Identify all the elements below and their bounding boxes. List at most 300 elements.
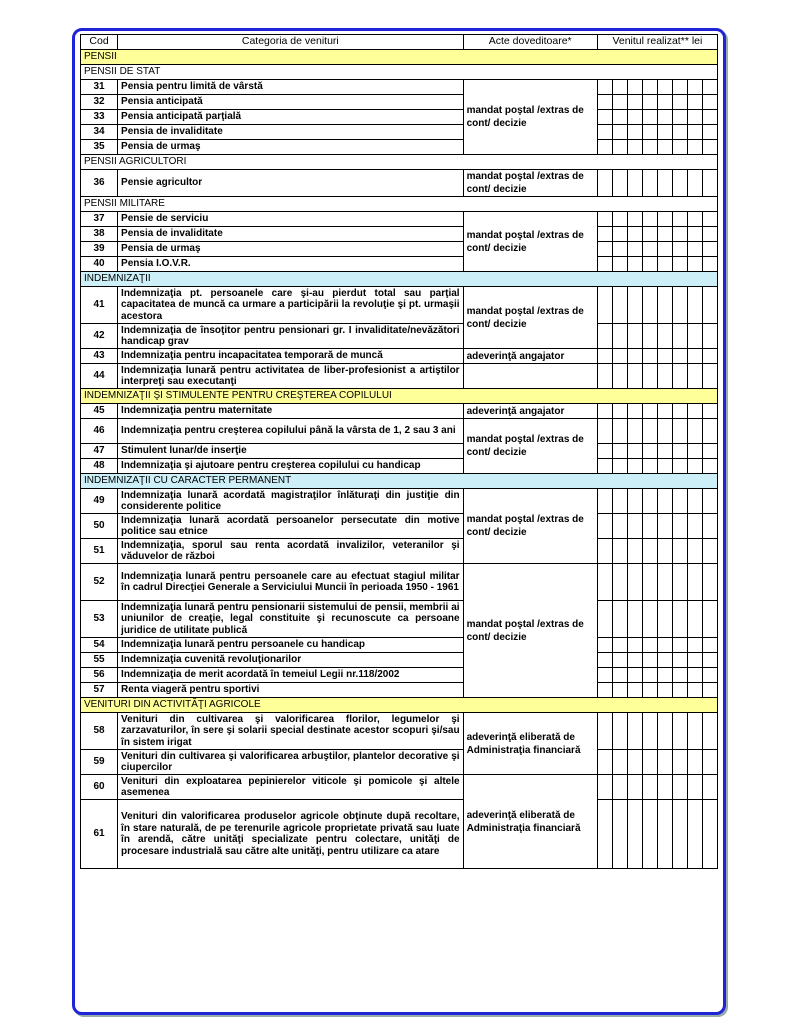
income-digit-cell[interactable]: [657, 80, 672, 95]
income-digit-cell[interactable]: [627, 324, 642, 349]
income-digit-cell[interactable]: [627, 170, 642, 197]
income-digit-cell[interactable]: [657, 110, 672, 125]
income-digit-cell[interactable]: [642, 750, 657, 775]
row-category: Indemnizaţia de merit acordată în temeiul Legii nr.118/2002: [118, 668, 464, 683]
income-digit-cell[interactable]: [597, 212, 612, 227]
income-digit-cell[interactable]: [657, 564, 672, 601]
income-digit-cell[interactable]: [627, 601, 642, 638]
income-digit-cell[interactable]: [702, 489, 717, 514]
income-digit-cell[interactable]: [702, 638, 717, 653]
income-digit-cell[interactable]: [612, 564, 627, 601]
income-digit-cell[interactable]: [672, 800, 687, 869]
income-digit-cell[interactable]: [687, 444, 702, 459]
income-digit-cell[interactable]: [642, 459, 657, 474]
section-label: INDEMNIZAŢII: [81, 272, 718, 287]
income-digit-cell[interactable]: [627, 775, 642, 800]
income-digit-cell[interactable]: [687, 125, 702, 140]
table-row: [81, 324, 718, 349]
income-digit-cell[interactable]: [612, 459, 627, 474]
income-digit-cell[interactable]: [627, 140, 642, 155]
income-digit-cell[interactable]: [702, 564, 717, 601]
table-row: [81, 170, 718, 197]
income-digit-cell[interactable]: [687, 324, 702, 349]
income-digit-cell[interactable]: [657, 489, 672, 514]
form-frame: [72, 28, 726, 1015]
income-digit-cell[interactable]: [597, 95, 612, 110]
income-digit-cell[interactable]: [702, 653, 717, 668]
table-row: [81, 212, 718, 227]
income-digit-cell[interactable]: [687, 212, 702, 227]
table-row: [81, 419, 718, 444]
income-digit-cell[interactable]: [597, 489, 612, 514]
income-digit-cell[interactable]: [612, 653, 627, 668]
income-digit-cell[interactable]: [657, 95, 672, 110]
income-digit-cell[interactable]: [672, 683, 687, 698]
income-digit-cell[interactable]: [612, 683, 627, 698]
row-category: Pensia de invaliditate: [118, 125, 464, 140]
income-digit-cell[interactable]: [612, 713, 627, 750]
income-digit-cell[interactable]: [612, 212, 627, 227]
income-digit-cell[interactable]: [672, 444, 687, 459]
income-digit-cell[interactable]: [612, 364, 627, 389]
income-digit-cell[interactable]: [657, 140, 672, 155]
section-label: INDEMNIZAŢII CU CARACTER PERMANENT: [81, 474, 718, 489]
income-digit-cell[interactable]: [672, 514, 687, 539]
income-digit-cell[interactable]: [612, 324, 627, 349]
income-digit-cell[interactable]: [597, 349, 612, 364]
income-digit-cell[interactable]: [597, 800, 612, 869]
income-digit-cell[interactable]: [612, 227, 627, 242]
income-digit-cell[interactable]: [687, 257, 702, 272]
income-digit-cell[interactable]: [612, 257, 627, 272]
income-digit-cell[interactable]: [612, 514, 627, 539]
row-category: Indemnizaţia pentru maternitate: [118, 404, 464, 419]
income-digit-cell[interactable]: [702, 668, 717, 683]
income-digit-cell[interactable]: [657, 364, 672, 389]
table-row: [81, 601, 718, 638]
income-digit-cell[interactable]: [702, 514, 717, 539]
income-digit-cell[interactable]: [612, 404, 627, 419]
income-digit-cell[interactable]: [627, 227, 642, 242]
table-row: [81, 364, 718, 389]
income-digit-cell[interactable]: [687, 349, 702, 364]
income-digit-cell[interactable]: [702, 419, 717, 444]
row-code: 31: [81, 80, 118, 95]
income-digit-cell[interactable]: [642, 80, 657, 95]
income-digit-cell[interactable]: [687, 750, 702, 775]
income-digit-cell[interactable]: [642, 601, 657, 638]
table-row: [81, 140, 718, 155]
income-digit-cell[interactable]: [642, 324, 657, 349]
income-digit-cell[interactable]: [657, 800, 672, 869]
income-digit-cell[interactable]: [702, 125, 717, 140]
income-digit-cell[interactable]: [642, 212, 657, 227]
income-digit-cell[interactable]: [627, 668, 642, 683]
income-digit-cell[interactable]: [642, 419, 657, 444]
income-digit-cell[interactable]: [597, 364, 612, 389]
income-digit-cell[interactable]: [612, 80, 627, 95]
income-digit-cell[interactable]: [702, 257, 717, 272]
income-digit-cell[interactable]: [612, 489, 627, 514]
income-digit-cell[interactable]: [612, 110, 627, 125]
income-digit-cell[interactable]: [672, 364, 687, 389]
income-digit-cell[interactable]: [612, 95, 627, 110]
income-digit-cell[interactable]: [597, 775, 612, 800]
row-code: 49: [81, 489, 118, 514]
income-digit-cell[interactable]: [627, 95, 642, 110]
income-digit-cell[interactable]: [612, 750, 627, 775]
income-digit-cell[interactable]: [672, 257, 687, 272]
income-digit-cell[interactable]: [597, 750, 612, 775]
income-digit-cell[interactable]: [627, 364, 642, 389]
row-category: Pensia anticipată: [118, 95, 464, 110]
income-digit-cell[interactable]: [597, 242, 612, 257]
income-digit-cell[interactable]: [672, 750, 687, 775]
income-digit-cell[interactable]: [702, 800, 717, 869]
income-digit-cell[interactable]: [672, 242, 687, 257]
income-digit-cell[interactable]: [642, 713, 657, 750]
income-digit-cell[interactable]: [687, 539, 702, 564]
income-digit-cell[interactable]: [702, 349, 717, 364]
income-digit-cell[interactable]: [657, 257, 672, 272]
row-category: Pensia de urmaş: [118, 140, 464, 155]
income-digit-cell[interactable]: [642, 638, 657, 653]
income-digit-cell[interactable]: [702, 404, 717, 419]
income-digit-cell[interactable]: [672, 775, 687, 800]
income-digit-cell[interactable]: [672, 459, 687, 474]
income-digit-cell[interactable]: [657, 668, 672, 683]
income-digit-cell[interactable]: [657, 170, 672, 197]
income-digit-cell[interactable]: [627, 349, 642, 364]
income-digit-cell[interactable]: [672, 638, 687, 653]
income-digit-cell[interactable]: [687, 110, 702, 125]
row-category: Renta viageră pentru sportivi: [118, 683, 464, 698]
income-digit-cell[interactable]: [657, 227, 672, 242]
income-digit-cell[interactable]: [702, 775, 717, 800]
income-digit-cell[interactable]: [672, 404, 687, 419]
income-digit-cell[interactable]: [612, 668, 627, 683]
income-digit-cell[interactable]: [702, 212, 717, 227]
income-digit-cell[interactable]: [642, 364, 657, 389]
income-digit-cell[interactable]: [597, 539, 612, 564]
income-digit-cell[interactable]: [657, 287, 672, 324]
income-digit-cell[interactable]: [597, 287, 612, 324]
row-code: 40: [81, 257, 118, 272]
income-digit-cell[interactable]: [627, 242, 642, 257]
income-digit-cell[interactable]: [597, 638, 612, 653]
income-digit-cell[interactable]: [597, 601, 612, 638]
income-digit-cell[interactable]: [687, 713, 702, 750]
income-digit-cell[interactable]: [672, 227, 687, 242]
income-digit-cell[interactable]: [642, 257, 657, 272]
income-digit-cell[interactable]: [687, 170, 702, 197]
income-digit-cell[interactable]: [597, 419, 612, 444]
income-digit-cell[interactable]: [597, 713, 612, 750]
section-indemnizatii: [81, 272, 718, 287]
income-digit-cell[interactable]: [627, 404, 642, 419]
income-digit-cell[interactable]: [687, 564, 702, 601]
income-digit-cell[interactable]: [672, 110, 687, 125]
income-digit-cell[interactable]: [657, 444, 672, 459]
row-code: 36: [81, 170, 118, 197]
income-digit-cell[interactable]: [672, 80, 687, 95]
income-digit-cell[interactable]: [702, 324, 717, 349]
income-digit-cell[interactable]: [702, 750, 717, 775]
income-digit-cell[interactable]: [612, 349, 627, 364]
income-digit-cell[interactable]: [657, 404, 672, 419]
income-digit-cell[interactable]: [702, 140, 717, 155]
income-digit-cell[interactable]: [687, 227, 702, 242]
income-digit-cell[interactable]: [597, 444, 612, 459]
income-digit-cell[interactable]: [627, 800, 642, 869]
income-digit-cell[interactable]: [627, 287, 642, 324]
row-proof-document: mandat poştal /extras de cont/ decizie: [463, 564, 597, 698]
income-digit-cell[interactable]: [702, 364, 717, 389]
income-digit-cell[interactable]: [657, 713, 672, 750]
income-digit-cell[interactable]: [687, 683, 702, 698]
income-digit-cell[interactable]: [687, 80, 702, 95]
income-digit-cell[interactable]: [642, 775, 657, 800]
income-digit-cell[interactable]: [657, 125, 672, 140]
income-digit-cell[interactable]: [612, 287, 627, 324]
income-digit-cell[interactable]: [657, 601, 672, 638]
income-digit-cell[interactable]: [627, 750, 642, 775]
income-digit-cell[interactable]: [687, 638, 702, 653]
income-digit-cell[interactable]: [597, 653, 612, 668]
income-digit-cell[interactable]: [687, 287, 702, 324]
income-digit-cell[interactable]: [597, 324, 612, 349]
income-digit-cell[interactable]: [627, 257, 642, 272]
income-digit-cell[interactable]: [657, 459, 672, 474]
header-cod: Cod: [81, 35, 118, 50]
row-proof-document: mandat poştal /extras de cont/ decizie: [463, 80, 597, 155]
income-digit-cell[interactable]: [642, 539, 657, 564]
income-digit-cell[interactable]: [612, 242, 627, 257]
income-digit-cell[interactable]: [597, 404, 612, 419]
income-digit-cell[interactable]: [642, 489, 657, 514]
row-code: 52: [81, 564, 118, 601]
income-digit-cell[interactable]: [672, 140, 687, 155]
income-digit-cell[interactable]: [627, 419, 642, 444]
income-digit-cell[interactable]: [612, 638, 627, 653]
income-digit-cell[interactable]: [672, 170, 687, 197]
income-digit-cell[interactable]: [627, 683, 642, 698]
row-category: Pensia anticipată parţială: [118, 110, 464, 125]
row-code: 39: [81, 242, 118, 257]
row-category: Indemnizaţia pentru creşterea copilului până la vârsta de 1, 2 sau 3 ani: [118, 419, 464, 444]
row-code: 50: [81, 514, 118, 539]
income-digit-cell[interactable]: [687, 242, 702, 257]
income-digit-cell[interactable]: [687, 95, 702, 110]
income-digit-cell[interactable]: [687, 364, 702, 389]
income-digit-cell[interactable]: [642, 125, 657, 140]
income-digit-cell[interactable]: [642, 514, 657, 539]
table-row: [81, 489, 718, 514]
row-proof-document: adeverinţă eliberată de Administraţia financiară: [463, 713, 597, 775]
income-digit-cell[interactable]: [642, 170, 657, 197]
income-digit-cell[interactable]: [672, 287, 687, 324]
income-digit-cell[interactable]: [597, 257, 612, 272]
income-digit-cell[interactable]: [657, 212, 672, 227]
income-digit-cell[interactable]: [672, 212, 687, 227]
income-digit-cell[interactable]: [612, 125, 627, 140]
income-digit-cell[interactable]: [672, 489, 687, 514]
row-proof-document: mandat poştal /extras de cont/ decizie: [463, 489, 597, 564]
income-digit-cell[interactable]: [687, 404, 702, 419]
income-digit-cell[interactable]: [657, 324, 672, 349]
income-digit-cell[interactable]: [642, 404, 657, 419]
row-category: Indemnizaţia de însoţitor pentru pensionari gr. I invaliditate/nevăzători handicap grav: [118, 324, 464, 349]
income-digit-cell[interactable]: [627, 125, 642, 140]
income-digit-cell[interactable]: [642, 110, 657, 125]
section-pensii: [81, 50, 718, 65]
income-digit-cell[interactable]: [702, 713, 717, 750]
income-digit-cell[interactable]: [612, 444, 627, 459]
header-categoria: Categoria de venituri: [118, 35, 464, 50]
income-digit-cell[interactable]: [612, 601, 627, 638]
income-digit-cell[interactable]: [672, 713, 687, 750]
row-category: Venituri din exploatarea pepinierelor viticole şi pomicole şi altele asemenea: [118, 775, 464, 800]
income-digit-cell[interactable]: [687, 419, 702, 444]
row-category: Pensia de urmaş: [118, 242, 464, 257]
row-code: 35: [81, 140, 118, 155]
income-digit-cell[interactable]: [672, 653, 687, 668]
income-digit-cell[interactable]: [627, 110, 642, 125]
income-digit-cell[interactable]: [597, 125, 612, 140]
income-digit-cell[interactable]: [627, 80, 642, 95]
income-digit-cell[interactable]: [612, 800, 627, 869]
income-digit-cell[interactable]: [687, 601, 702, 638]
income-digit-cell[interactable]: [687, 653, 702, 668]
income-digit-cell[interactable]: [627, 653, 642, 668]
income-digit-cell[interactable]: [687, 775, 702, 800]
income-digit-cell[interactable]: [597, 140, 612, 155]
income-digit-cell[interactable]: [642, 227, 657, 242]
row-proof-document: mandat poştal /extras de cont/ decizie: [463, 170, 597, 197]
income-digit-cell[interactable]: [657, 514, 672, 539]
income-digit-cell[interactable]: [642, 140, 657, 155]
income-digit-cell[interactable]: [687, 800, 702, 869]
row-code: 54: [81, 638, 118, 653]
income-digit-cell[interactable]: [657, 242, 672, 257]
income-digit-cell[interactable]: [687, 668, 702, 683]
income-digit-cell[interactable]: [702, 242, 717, 257]
section-label: PENSII MILITARE: [81, 197, 718, 212]
income-digit-cell[interactable]: [642, 653, 657, 668]
income-digit-cell[interactable]: [627, 638, 642, 653]
income-digit-cell[interactable]: [597, 227, 612, 242]
income-digit-cell[interactable]: [597, 668, 612, 683]
income-digit-cell[interactable]: [702, 95, 717, 110]
income-digit-cell[interactable]: [687, 140, 702, 155]
table-row: [81, 444, 718, 459]
income-digit-cell[interactable]: [642, 349, 657, 364]
income-digit-cell[interactable]: [642, 683, 657, 698]
income-digit-cell[interactable]: [657, 775, 672, 800]
income-digit-cell[interactable]: [672, 539, 687, 564]
income-digit-cell[interactable]: [642, 668, 657, 683]
income-digit-cell[interactable]: [672, 419, 687, 444]
income-digit-cell[interactable]: [702, 287, 717, 324]
income-digit-cell[interactable]: [642, 800, 657, 869]
income-digit-cell[interactable]: [597, 110, 612, 125]
table-row: [81, 653, 718, 668]
income-digit-cell[interactable]: [687, 489, 702, 514]
income-digit-cell[interactable]: [642, 444, 657, 459]
income-digit-cell[interactable]: [687, 459, 702, 474]
income-digit-cell[interactable]: [627, 514, 642, 539]
income-digit-cell[interactable]: [642, 95, 657, 110]
income-digit-cell[interactable]: [702, 539, 717, 564]
income-digit-cell[interactable]: [657, 539, 672, 564]
income-digit-cell[interactable]: [702, 459, 717, 474]
income-digit-cell[interactable]: [642, 242, 657, 257]
income-digit-cell[interactable]: [627, 444, 642, 459]
row-category: Stimulent lunar/de inserţie: [118, 444, 464, 459]
income-digit-cell[interactable]: [597, 564, 612, 601]
income-digit-cell[interactable]: [657, 419, 672, 444]
row-code: 55: [81, 653, 118, 668]
income-digit-cell[interactable]: [642, 287, 657, 324]
income-digit-cell[interactable]: [627, 564, 642, 601]
income-digit-cell[interactable]: [597, 80, 612, 95]
income-digit-cell[interactable]: [627, 713, 642, 750]
income-digit-cell[interactable]: [612, 170, 627, 197]
income-digit-cell[interactable]: [597, 170, 612, 197]
income-digit-cell[interactable]: [627, 539, 642, 564]
income-digit-cell[interactable]: [687, 514, 702, 539]
income-digit-cell[interactable]: [702, 683, 717, 698]
income-digit-cell[interactable]: [597, 683, 612, 698]
income-digit-cell[interactable]: [702, 170, 717, 197]
section-indemnizatii-permanent: [81, 474, 718, 489]
income-digit-cell[interactable]: [612, 140, 627, 155]
income-digit-cell[interactable]: [672, 564, 687, 601]
income-digit-cell[interactable]: [627, 489, 642, 514]
row-code: 42: [81, 324, 118, 349]
income-digit-cell[interactable]: [672, 125, 687, 140]
income-digit-cell[interactable]: [657, 653, 672, 668]
income-digit-cell[interactable]: [642, 564, 657, 601]
income-digit-cell[interactable]: [672, 601, 687, 638]
income-digit-cell[interactable]: [657, 750, 672, 775]
income-digit-cell[interactable]: [612, 539, 627, 564]
income-digit-cell[interactable]: [702, 601, 717, 638]
income-digit-cell[interactable]: [612, 775, 627, 800]
income-digit-cell[interactable]: [672, 668, 687, 683]
income-digit-cell[interactable]: [672, 349, 687, 364]
income-digit-cell[interactable]: [672, 95, 687, 110]
income-digit-cell[interactable]: [672, 324, 687, 349]
income-digit-cell[interactable]: [627, 212, 642, 227]
income-digit-cell[interactable]: [627, 459, 642, 474]
income-digit-cell[interactable]: [612, 419, 627, 444]
row-category: Indemnizaţia, sporul sau renta acordată invalizilor, veteranilor şi văduvelor de război: [118, 539, 464, 564]
income-digit-cell[interactable]: [597, 459, 612, 474]
income-digit-cell[interactable]: [597, 514, 612, 539]
income-digit-cell[interactable]: [702, 110, 717, 125]
income-digit-cell[interactable]: [702, 227, 717, 242]
income-digit-cell[interactable]: [702, 444, 717, 459]
row-code: 32: [81, 95, 118, 110]
income-digit-cell[interactable]: [657, 638, 672, 653]
row-category: Indemnizaţia lunară pentru persoanele care au efectuat stagiul militar în cadrul Direcţiei Generale a Serviciului Muncii în perioada 1950 - 1961: [118, 564, 464, 601]
income-digit-cell[interactable]: [657, 683, 672, 698]
row-category: Venituri din valorificarea produselor agricole obţinute după recoltare, în stare naturală, de pe terenurile agricole proprietate privată sau luate în arendă, către unităţi specializate pentru colectare, unităţi de procesare industrială sau către alte unităţi, pentru utilizare ca atare: [118, 800, 464, 869]
income-digit-cell[interactable]: [702, 80, 717, 95]
row-category: Venituri din cultivarea şi valorificarea arbuştilor, plantelor decorative şi ciupercilor: [118, 750, 464, 775]
income-digit-cell[interactable]: [657, 349, 672, 364]
